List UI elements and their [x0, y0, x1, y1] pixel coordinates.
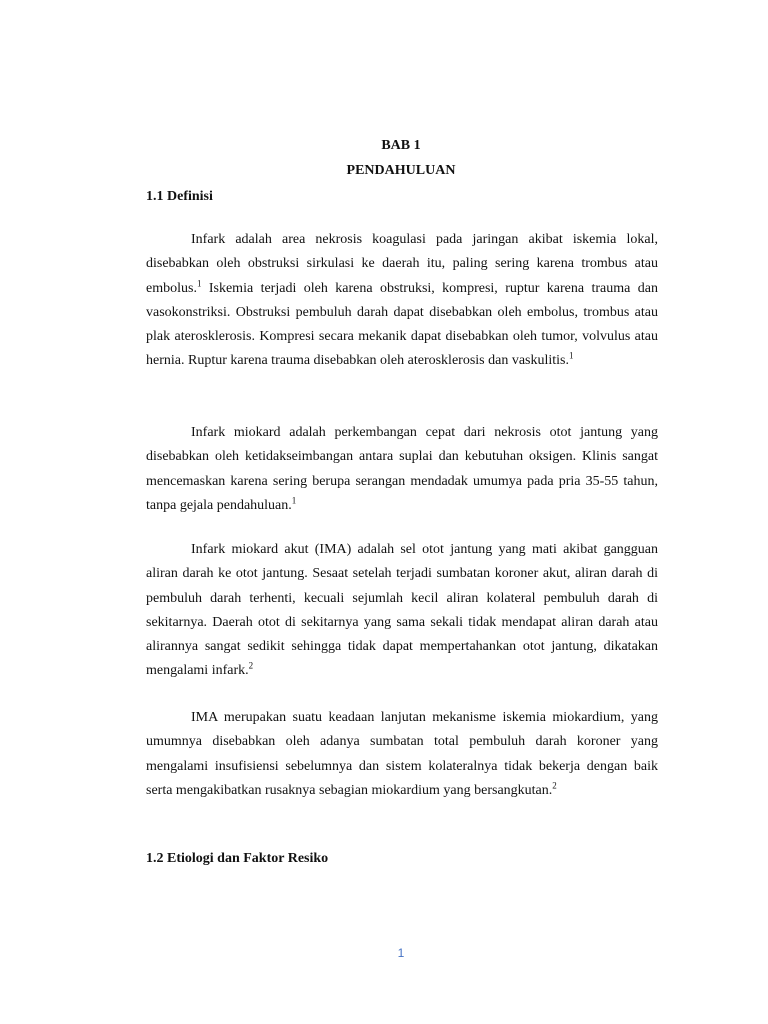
paragraph-infark [146, 228, 658, 374]
footnote-ref: 1 [196, 277, 202, 288]
chapter-number: BAB 1 [381, 138, 421, 153]
paragraph-text: Iskemia terjadi oleh karena obstruksi, kompresi, ruptur karena trauma dan vasokonstriksi. Obstruksi pembuluh darah dapat disebabkan oleh embolus, trombus atau plak aterosklerosis. Kompresi secara mekanik dapat disebabkan oleh tumor, volvulus atau hernia. Ruptur karena trauma disebabkan oleh aterosklerosis dan vaskulitis. [146, 280, 658, 369]
section-heading-etiologi: 1.2 Etiologi dan Faktor Resiko [146, 851, 329, 866]
paragraph-ima-definition [146, 538, 658, 684]
footnote-ref: 2 [552, 780, 557, 791]
paragraph-ima-mechanism [146, 706, 658, 803]
footnote-ref: 1 [291, 495, 297, 506]
paragraph-text: Infark miokard akut (IMA) adalah sel otot jantung yang mati akibat gangguan aliran darah ke otot jantung. Sesaat setelah terjadi sumbatan koroner akut, aliran darah di pembuluh darah terhenti, kecuali sejumlah kecil aliran kolateral pembuluh darah di sekitarnya. Daerah otot di sekitarnya yang sama sekali tidak mendapat aliran darah atau alirannya sangat sedikit sehingga tidak dapat mempertahankan otot jantung, dikatakan mengalami infark. [146, 542, 658, 679]
footnote-ref: 2 [248, 660, 254, 671]
chapter-title: PENDAHULUAN [346, 163, 456, 178]
footnote-ref: 1 [569, 350, 574, 361]
section-heading-definisi: 1.1 Definisi [146, 189, 213, 204]
paragraph-text: IMA merupakan suatu keadaan lanjutan mekanisme iskemia miokardium, yang umumnya disebabkan oleh adanya sumbatan total pembuluh darah koroner yang mengalami insufisiensi sebelumnya dan sistem kolateralnya tidak bekerja dengan baik serta mengakibatkan rusaknya sebagian miokardium yang bersangkutan. [146, 710, 658, 798]
paragraph-text: Infark miokard adalah perkembangan cepat dari nekrosis otot jantung yang disebabkan oleh ketidakseimbangan antara suplai dan kebutuhan oksigen. Klinis sangat mencemaskan karena sering berupa serangan mendadak umumya pada pria 35-55 tahun, tanpa gejala pendahuluan. [146, 425, 658, 513]
page-number: 1 [397, 946, 405, 960]
paragraph-infark-miokard [146, 421, 658, 518]
paragraph-text: Infark adalah area nekrosis koagulasi pada jaringan akibat iskemia lokal, disebabkan oleh obstruksi sirkulasi ke daerah itu, paling sering karena trombus atau embolus. [146, 232, 658, 296]
